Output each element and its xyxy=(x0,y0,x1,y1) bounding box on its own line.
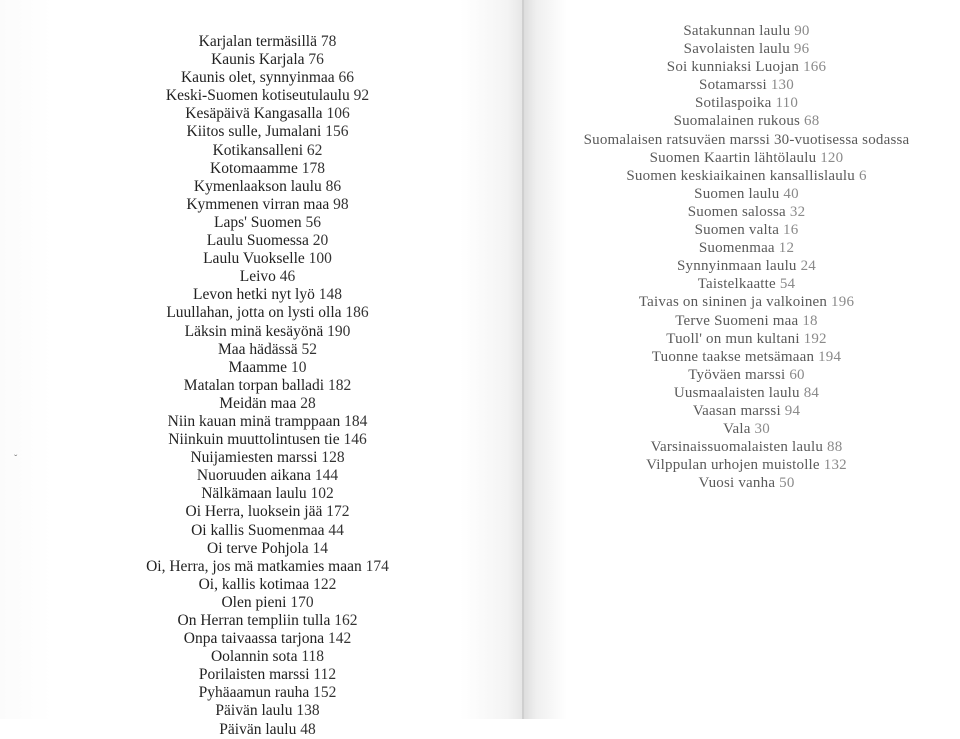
entry-title: Suomen laulu xyxy=(694,185,780,202)
entry-page-number: 152 xyxy=(313,684,337,702)
entry-title: Päivän laulu xyxy=(215,702,293,720)
entry-page-number: 106 xyxy=(326,105,350,123)
entry-title: Oi terve Pohjola xyxy=(207,539,309,557)
index-entry xyxy=(523,58,960,76)
index-entry xyxy=(523,221,960,239)
entry-page-number: 110 xyxy=(775,95,799,112)
entry-page-number: 32 xyxy=(789,203,806,220)
index-entry xyxy=(523,131,960,149)
index-entry xyxy=(0,684,523,702)
index-entry xyxy=(523,275,960,293)
entry-title: Meidän maa xyxy=(219,394,297,412)
entry-page-number: 190 xyxy=(327,322,351,340)
entry-title: Oi, kallis kotimaa xyxy=(198,575,310,593)
entry-title: Savolaisten laulu xyxy=(683,41,790,58)
entry-page-number: 138 xyxy=(296,702,320,720)
entry-page-number: 132 xyxy=(823,457,847,474)
entry-title: Sotamarssi xyxy=(699,77,767,94)
entry-page-number: 96 xyxy=(793,41,810,58)
index-entry xyxy=(0,702,523,720)
entry-page-number: 118 xyxy=(301,648,325,666)
entry-page-number: 6 xyxy=(858,167,867,184)
entry-title: Suomen valta xyxy=(694,222,780,239)
index-entry xyxy=(523,76,960,94)
index-entry xyxy=(523,239,960,257)
entry-title: Oolannin sota xyxy=(210,648,298,666)
entry-page-number: 66 xyxy=(338,69,355,87)
index-entry xyxy=(0,286,523,304)
entry-title: Kymmenen virran maa xyxy=(186,195,330,213)
entry-page-number: 14 xyxy=(312,539,328,557)
entry-page-number: 30 xyxy=(754,421,770,438)
index-entry xyxy=(0,594,523,612)
entry-page-number: 196 xyxy=(831,294,855,311)
index-entry xyxy=(0,69,523,87)
entry-title: Suomen Kaartin lähtölaulu xyxy=(649,149,817,166)
entry-page-number: 100 xyxy=(308,250,332,268)
entry-title: Tuoll' on mun kultani xyxy=(666,330,800,347)
index-entry xyxy=(523,330,960,348)
index-entry xyxy=(0,160,523,178)
book-gutter xyxy=(522,0,524,719)
entry-page-number: 68 xyxy=(804,113,820,130)
entry-title: Suomenmaa xyxy=(698,240,775,257)
index-entry xyxy=(0,630,523,648)
index-entry xyxy=(0,558,523,576)
entry-title: Olen pieni xyxy=(221,593,287,611)
index-entry xyxy=(523,384,960,402)
entry-title: Karjalan termäsillä xyxy=(198,33,317,50)
entry-title: Levon hetki nyt lyö xyxy=(193,286,315,304)
entry-title: Uusmaalaisten laulu xyxy=(673,384,800,401)
index-entry xyxy=(0,341,523,359)
left-index-list xyxy=(0,33,523,739)
entry-page-number: 44 xyxy=(328,521,344,539)
index-entry xyxy=(0,612,523,630)
entry-page-number: 90 xyxy=(794,23,810,39)
entry-title: Keski-Suomen kotiseutulaulu xyxy=(165,87,350,105)
entry-page-number: 174 xyxy=(365,557,389,575)
entry-page-number: 182 xyxy=(327,376,352,394)
entry-page-number: 192 xyxy=(803,330,827,347)
entry-page-number: 122 xyxy=(313,575,337,593)
index-entry xyxy=(523,456,960,474)
entry-title: Nuijamiesten marssi xyxy=(190,449,318,467)
entry-page-number: 86 xyxy=(325,177,342,195)
entry-page-number: 98 xyxy=(333,195,349,213)
index-entry xyxy=(0,123,523,141)
entry-page-number: 20 xyxy=(312,232,329,250)
entry-page-number: 78 xyxy=(320,33,337,50)
index-entry xyxy=(0,540,523,558)
entry-title: Niin kauan minä tramppaan xyxy=(167,412,341,430)
entry-title: Vala xyxy=(723,421,751,438)
entry-title: Laulu Vuokselle xyxy=(203,250,305,268)
entry-page-number: 76 xyxy=(308,51,324,69)
entry-page-number: 16 xyxy=(783,222,799,239)
entry-page-number: 62 xyxy=(306,141,323,159)
entry-title: Suomalainen rukous xyxy=(673,113,801,130)
entry-title: Kotikansalleni xyxy=(212,141,304,159)
entry-page-number: 130 xyxy=(770,77,794,94)
entry-page-number: 186 xyxy=(345,304,369,322)
entry-page-number: 52 xyxy=(301,340,317,358)
entry-title: Suomen keskiaikainen kansallislaulu xyxy=(626,167,855,184)
entry-title: Oi, Herra, jos mä matkamies maan xyxy=(146,557,362,575)
entry-title: Maamme xyxy=(228,358,288,376)
entry-title: Satakunnan laulu xyxy=(683,23,791,39)
entry-title: Työväen marssi xyxy=(688,366,786,383)
entry-title: Maa hädässä xyxy=(218,340,298,358)
entry-page-number: 40 xyxy=(783,185,799,202)
entry-title: Niinkuin muuttolintusen tie xyxy=(168,431,340,449)
entry-page-number: 166 xyxy=(803,59,827,76)
entry-page-number: 112 xyxy=(313,666,337,684)
index-entry xyxy=(523,94,960,112)
entry-title: Nälkämaan laulu xyxy=(201,485,307,503)
entry-page-number: 46 xyxy=(279,268,296,286)
index-entry xyxy=(0,413,523,431)
index-entry xyxy=(523,40,960,58)
entry-title: On Herran templiin tulla xyxy=(177,612,331,629)
entry-page-number: 84 xyxy=(803,384,820,401)
entry-title: Synnyinmaan laulu xyxy=(677,258,797,275)
entry-title: Varsinaissuomalaisten laulu xyxy=(650,439,824,456)
index-entry xyxy=(0,648,523,666)
entry-title: Suomen salossa xyxy=(687,203,786,220)
index-entry xyxy=(0,214,523,232)
entry-title: Pyhäaamun rauha xyxy=(198,684,310,702)
index-entry xyxy=(523,293,960,311)
entry-page-number: 148 xyxy=(318,286,342,304)
right-index-list xyxy=(523,22,960,492)
index-entry xyxy=(523,438,960,456)
entry-title: Kiitos sulle, Jumalani xyxy=(186,123,322,141)
entry-title: Oi kallis Suomenmaa xyxy=(191,521,325,539)
index-entry xyxy=(523,420,960,438)
entry-page-number: 94 xyxy=(784,402,801,419)
index-entry xyxy=(523,257,960,275)
index-entry xyxy=(0,449,523,467)
entry-title: Laulu Suomessa xyxy=(206,232,309,250)
index-entry xyxy=(0,178,523,196)
index-entry xyxy=(0,395,523,413)
index-entry xyxy=(523,203,960,221)
index-entry xyxy=(523,22,960,40)
entry-title: Laps' Suomen xyxy=(214,213,302,231)
index-entry xyxy=(0,522,523,540)
entry-title: Oi Herra, luoksein jää xyxy=(185,503,323,521)
index-entry xyxy=(0,250,523,268)
entry-page-number: 120 xyxy=(820,149,844,166)
entry-title: Onpa taivaassa tarjona xyxy=(183,630,325,648)
entry-page-number: 50 xyxy=(779,475,795,492)
index-entry xyxy=(523,402,960,420)
index-entry xyxy=(0,304,523,322)
entry-title: Soi kunniaksi Luojan xyxy=(666,59,800,76)
entry-title: Suomalaisen ratsuväen marssi 30-vuotisessa sodassa xyxy=(583,131,910,148)
entry-title: Porilaisten marssi xyxy=(198,666,310,684)
index-entry xyxy=(0,268,523,286)
entry-page-number: 178 xyxy=(301,159,325,177)
entry-title: Vilppulan urhojen muistolle xyxy=(646,457,820,474)
entry-page-number: 172 xyxy=(326,503,350,521)
entry-page-number: 146 xyxy=(343,431,367,449)
entry-page-number: 184 xyxy=(344,412,368,430)
entry-title: Kaunis Karjala xyxy=(211,51,305,69)
entry-title: Kymenlaakson laulu xyxy=(193,177,322,195)
entry-title: Vaasan marssi xyxy=(692,402,781,419)
index-entry xyxy=(0,721,523,739)
entry-title: Matalan torpan balladi xyxy=(183,376,325,394)
entry-title: Kesäpäivä Kangasalla xyxy=(185,105,323,123)
entry-page-number: 12 xyxy=(778,240,795,257)
index-entry xyxy=(0,359,523,377)
index-entry xyxy=(0,666,523,684)
index-entry xyxy=(523,474,960,492)
index-entry xyxy=(0,33,523,51)
entry-page-number: 10 xyxy=(290,358,307,376)
index-entry xyxy=(0,51,523,69)
entry-page-number: 142 xyxy=(327,630,352,648)
entry-page-number: 56 xyxy=(305,213,321,231)
index-entry xyxy=(0,467,523,485)
index-entry xyxy=(523,312,960,330)
entry-page-number: 24 xyxy=(800,258,816,275)
index-entry xyxy=(523,167,960,185)
entry-page-number: 102 xyxy=(310,485,334,503)
entry-page-number: 156 xyxy=(325,123,349,141)
entry-page-number: 60 xyxy=(789,366,805,383)
index-entry xyxy=(523,185,960,203)
entry-title: Nuoruuden aikana xyxy=(196,467,311,485)
index-entry xyxy=(0,232,523,250)
index-entry xyxy=(0,503,523,521)
entry-page-number: 128 xyxy=(321,449,345,467)
entry-page-number: 88 xyxy=(827,439,843,456)
entry-title: Luullahan, jotta on lysti olla xyxy=(166,304,342,322)
index-entry xyxy=(0,196,523,214)
entry-title: Vuosi vanha xyxy=(698,475,776,492)
entry-title: Läksin minä kesäyönä xyxy=(184,322,324,340)
entry-page-number: 18 xyxy=(802,312,818,329)
entry-title: Kaunis olet, synnyinmaa xyxy=(180,69,335,87)
entry-page-number: 162 xyxy=(334,612,358,629)
index-entry xyxy=(0,105,523,123)
index-entry xyxy=(523,149,960,167)
index-entry xyxy=(0,323,523,341)
entry-page-number: 54 xyxy=(779,276,796,293)
index-entry xyxy=(0,87,523,105)
entry-title: Leivo xyxy=(239,268,276,286)
index-entry xyxy=(523,366,960,384)
index-entry xyxy=(0,431,523,449)
entry-title: Päivän laulu xyxy=(219,720,297,738)
entry-page-number: 92 xyxy=(353,87,370,105)
index-entry xyxy=(0,142,523,160)
entry-title: Taistelkaatte xyxy=(697,276,776,293)
index-entry xyxy=(0,485,523,503)
index-entry xyxy=(0,576,523,594)
index-entry xyxy=(523,112,960,130)
right-page xyxy=(523,0,960,719)
entry-page-number: 48 xyxy=(300,720,316,738)
entry-page-number: 144 xyxy=(314,467,339,485)
entry-page-number: 28 xyxy=(300,394,316,412)
entry-title: Taivas on sininen ja valkoinen xyxy=(638,294,828,311)
entry-title: Sotilaspoika xyxy=(694,95,772,112)
entry-title: Terve Suomeni maa xyxy=(675,312,799,329)
entry-page-number: 170 xyxy=(290,593,314,611)
entry-page-number: 194 xyxy=(818,348,842,365)
entry-title: Kotomaamme xyxy=(210,159,298,177)
index-entry xyxy=(523,348,960,366)
dust-speck: ˇ xyxy=(14,454,18,465)
entry-title: Tuonne taakse metsämaan xyxy=(651,348,815,365)
index-entry xyxy=(0,377,523,395)
